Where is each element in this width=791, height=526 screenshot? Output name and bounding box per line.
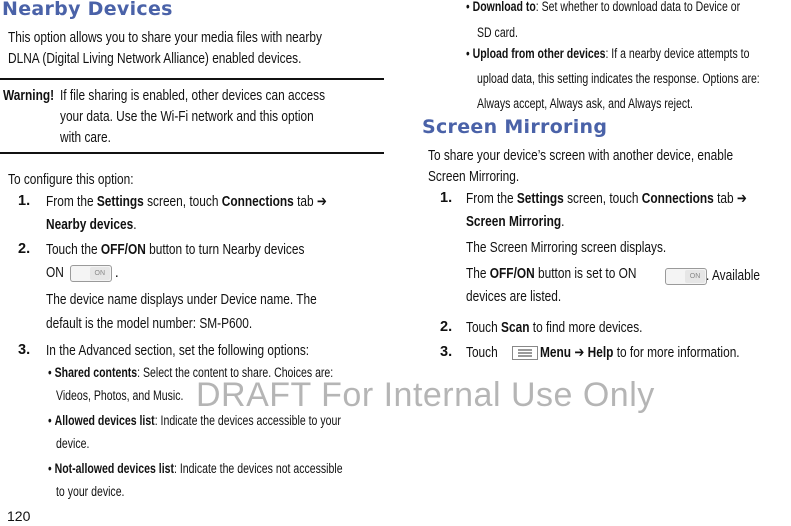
draft-watermark: DRAFT For Internal Use Only xyxy=(196,376,655,414)
warning-label: Warning! xyxy=(3,88,55,104)
step-number: 2. xyxy=(18,241,31,257)
on-toggle-icon: ON xyxy=(70,265,112,282)
section-heading-nearby-devices: Nearby Devices xyxy=(2,0,173,20)
step-2: Touch the OFF/ON button to turn Nearby devices ON ON . The device name displays under Device name. The default is the model number: SM-P600. xyxy=(46,242,317,332)
configure-text: To configure this option: xyxy=(8,172,134,188)
divider xyxy=(0,152,384,154)
bullet-upload-from-other-devices: • Upload from other devices: If a nearby device attempts to upload data, this setting indicates the response. Options are: Always accept, Always ask, and Always reject. xyxy=(466,46,760,111)
step-number: 2. xyxy=(440,319,453,335)
warning-box xyxy=(3,86,65,107)
bullet-allowed-devices: • Allowed devices list: Indicate the devices accessible to your device. xyxy=(48,413,341,451)
step-1-available: . Available xyxy=(706,268,760,284)
mirroring-intro: To share your device’s screen with another device, enable Screen Mirroring. xyxy=(428,148,734,185)
warning-text: If file sharing is enabled, other devices can access your data. Use the Wi-Fi network and this option with care. xyxy=(60,88,326,146)
bullet-shared-contents: • Shared contents: Select the content to share. Choices are: Videos, Photos, and Music. xyxy=(48,365,334,403)
bullet-not-allowed-devices: • Not-allowed devices list: Indicate the devices not accessible to your device. xyxy=(48,461,343,499)
step-1: From the Settings screen, touch Connections tab ➔ Screen Mirroring. The Screen Mirroring screen displays. The OFF/ON button is set to ON devices are listed. xyxy=(466,191,747,305)
step-number: 1. xyxy=(18,193,31,209)
step-number: 1. xyxy=(440,190,453,206)
divider xyxy=(0,78,384,80)
bullet-download-to: • Download to: Set whether to download data to Device or SD card. xyxy=(466,0,741,40)
step-number: 3. xyxy=(440,344,453,360)
nearby-intro: This option allows you to share your media files with nearby DLNA (Digital Living Network Alliance) enabled devices. xyxy=(8,30,322,67)
step-3-rest: Menu ➔ Help to for more information. xyxy=(540,345,740,361)
on-toggle-icon: ON xyxy=(665,268,707,285)
step-3: In the Advanced section, set the following options: xyxy=(46,343,310,359)
page-number: 120 xyxy=(7,508,31,524)
step-3: Touch xyxy=(466,345,498,361)
menu-icon xyxy=(512,346,538,360)
step-1: From the Settings screen, touch Connections tab ➔ Nearby devices. xyxy=(46,194,327,233)
section-heading-screen-mirroring: Screen Mirroring xyxy=(422,116,608,138)
step-number: 3. xyxy=(18,342,31,358)
step-2: Touch Scan to find more devices. xyxy=(466,320,643,336)
